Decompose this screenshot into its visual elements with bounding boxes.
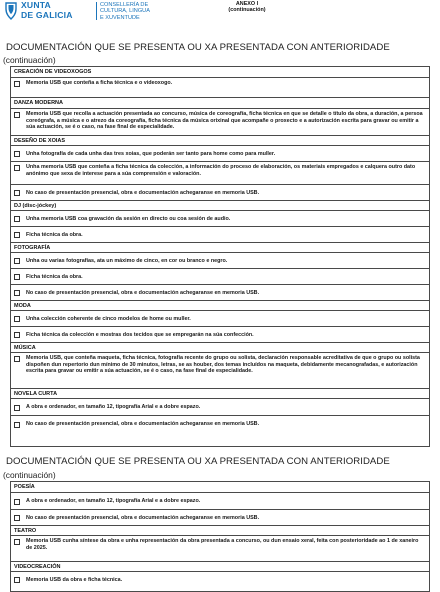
document-checkbox[interactable] — [14, 165, 20, 171]
document-checkbox[interactable] — [14, 405, 20, 411]
document-item-row — [11, 352, 429, 388]
document-checkbox[interactable] — [14, 112, 20, 118]
department-line1: CONSELLERÍA DE — [100, 2, 149, 8]
logo-name-line2: DE GALICIA — [21, 9, 73, 20]
category-heading-danza-moderna: DANZA MODERNA — [11, 97, 429, 108]
document-item-text: Memoria USB que conteña a ficha técnica e o videoxogo. — [26, 80, 173, 86]
category-heading-fotografia: FOTOGRAFÍA — [11, 242, 429, 252]
document-item-row — [11, 210, 429, 226]
documents-table-1 — [10, 66, 430, 447]
document-item-text: Ficha técnica da colección e mostras dos tecidos que se empregarán na súa confección. — [26, 331, 254, 338]
document-item-text: Ficha técnica da obra. — [26, 273, 83, 280]
documents-table-2 — [10, 481, 430, 592]
document-item-text: Unha fotografía de cada unha das tres xoias, que poderán ser tanto para home como para muller. — [26, 150, 276, 157]
logo-name — [21, 1, 73, 20]
document-item-text: Memoria USB cunha síntese da obra e unha representación da obra presentada a concurso, ou dun ensaio xeral, feita con posterioridade ao 1 de xaneiro de 2025. — [26, 538, 419, 551]
document-checkbox[interactable] — [14, 422, 20, 428]
document-item-text: No caso de presentación presencial, obra e documentación achegaranse en memoria USB. — [26, 421, 260, 427]
document-item-row — [11, 492, 429, 509]
document-item-text: No caso de presentación presencial, obra e documentación achegaranse en memoria USB. — [26, 289, 260, 296]
document-item-row — [11, 226, 429, 242]
document-item-text: Unha memoria USB coa gravación da sesión en directo ou coa sesión de audio. — [26, 215, 231, 222]
department-line2: CULTURA, LINGUA — [100, 8, 150, 15]
annex-subtitle: (continuación) — [228, 7, 266, 14]
document-checkbox[interactable] — [14, 232, 20, 238]
document-checkbox[interactable] — [14, 515, 20, 521]
page-header — [0, 0, 440, 24]
document-item-row — [11, 398, 429, 415]
document-item-row — [11, 415, 429, 432]
document-item-text: No caso de presentación presencial, obra e documentación achegaranse en memoria USB. — [26, 514, 260, 521]
document-item-row — [11, 77, 429, 97]
category-heading-dj-disc-jockey: DJ (disc-jóckey) — [11, 200, 429, 210]
document-checkbox[interactable] — [14, 577, 20, 583]
document-checkbox[interactable] — [14, 151, 20, 157]
document-item-row — [11, 535, 429, 561]
document-item-text: Memoria USB da obra e ficha técnica. — [26, 576, 123, 583]
document-item-row — [11, 326, 429, 342]
category-heading-moda: MODA — [11, 300, 429, 310]
document-item-row — [11, 571, 429, 587]
section-1-subtitle: (continuación) — [3, 55, 56, 65]
document-checkbox[interactable] — [14, 332, 20, 338]
xunta-logo — [4, 1, 154, 21]
document-item-row — [11, 284, 429, 300]
document-item-text: A obra e ordenador, en tamaño 12, tipografía Arial e a dobre espazo. — [26, 404, 201, 410]
document-checkbox[interactable] — [14, 316, 20, 322]
annex-title: ANEXO I — [235, 1, 259, 7]
category-heading-novela-curta: NOVELA CURTA — [11, 388, 429, 398]
document-checkbox[interactable] — [14, 216, 20, 222]
document-checkbox[interactable] — [14, 356, 20, 362]
document-checkbox[interactable] — [14, 81, 20, 87]
department-line3: E XUVENTUDE — [100, 14, 140, 21]
category-heading-poesia: POESÍA — [11, 482, 429, 492]
document-item-text: Ficha técnica da obra. — [26, 231, 83, 238]
department-name — [100, 2, 150, 21]
section-1-title: DOCUMENTACIÓN QUE SE PRESENTA OU XA PRESENTADA CON ANTERIORIDADE — [6, 42, 390, 53]
document-item-text: Memoria USB, que conteña maqueta, ficha técnica, fotografía recente do grupo ou solista, declaración responsable acreditativa de que o grupo ou solista dispoñen dun repertorio dun mínimo de 30 minutos, letras, se as houber, dos temas incluídos na maqueta, debidamente mecanografadas, e autorización escrita para gravar ou emitir a súa actuación, se é o caso, na fase final de especialidade. — [26, 355, 420, 375]
document-item-row — [11, 509, 429, 525]
document-checkbox[interactable] — [14, 190, 20, 196]
category-heading-videocreacion: VIDEOCREACIÓN — [11, 561, 429, 571]
document-item-row — [11, 184, 429, 200]
category-heading-teatro: TEATRO — [11, 525, 429, 535]
category-heading-deseno-de-xoias: DESEÑO DE XOIAS — [11, 135, 429, 145]
document-checkbox[interactable] — [14, 274, 20, 280]
document-item-row — [11, 310, 429, 326]
section-2-subtitle: (continuación) — [3, 470, 56, 480]
category-heading-musica: MÚSICA — [11, 342, 429, 352]
document-item-row — [11, 268, 429, 284]
logo-divider — [96, 2, 97, 20]
logo-name-line1: XUNTA — [21, 0, 51, 10]
document-checkbox[interactable] — [14, 539, 20, 545]
document-item-row — [11, 108, 429, 135]
section-2-title: DOCUMENTACIÓN QUE SE PRESENTA OU XA PRESENTADA CON ANTERIORIDADE — [6, 456, 390, 467]
document-item-row — [11, 161, 429, 184]
document-checkbox[interactable] — [14, 499, 20, 505]
document-item-text: No caso de presentación presencial, obra e documentación achegaranse en memoria USB. — [26, 189, 260, 196]
document-checkbox[interactable] — [14, 290, 20, 296]
category-heading-creacion-de-videoxogos: CREACIÓN DE VIDEOXOGOS — [11, 67, 429, 77]
document-item-row — [11, 252, 429, 268]
document-item-text: Memoria USB que recolla a actuación presentada ao concurso, música de coreografía, ficha técnica en que se detalle o título da obra, a duración, a persoa coreógrafa, a música e o atrezo da coreografía, ficha técnica da música orixinal que acompañe o proxecto e a autorización escrita para gravar ou emitir a súa actuación, se é o caso, na fase final de especialidade. — [26, 111, 423, 131]
document-checkbox[interactable] — [14, 258, 20, 264]
document-item-text: Unha ou varias fotografías, ata un máximo de cinco, en cor ou branco e negro. — [26, 257, 228, 264]
document-item-row — [11, 145, 429, 161]
annex-label — [225, 1, 269, 14]
document-item-text: Unha memoria USB que conteña a ficha técnica da colección, a información do proceso de elaboración, os materiais empregados e calquera outro dato anónimo que sexa de interese para a súa comprensión e valoración. — [26, 164, 416, 177]
document-item-text: A obra e ordenador, en tamaño 12, tipografía Arial e a dobre espazo. — [26, 498, 201, 504]
xunta-emblem-icon — [4, 2, 18, 20]
document-item-text: Unha colección coherente de cinco modelos de home ou muller. — [26, 315, 191, 322]
